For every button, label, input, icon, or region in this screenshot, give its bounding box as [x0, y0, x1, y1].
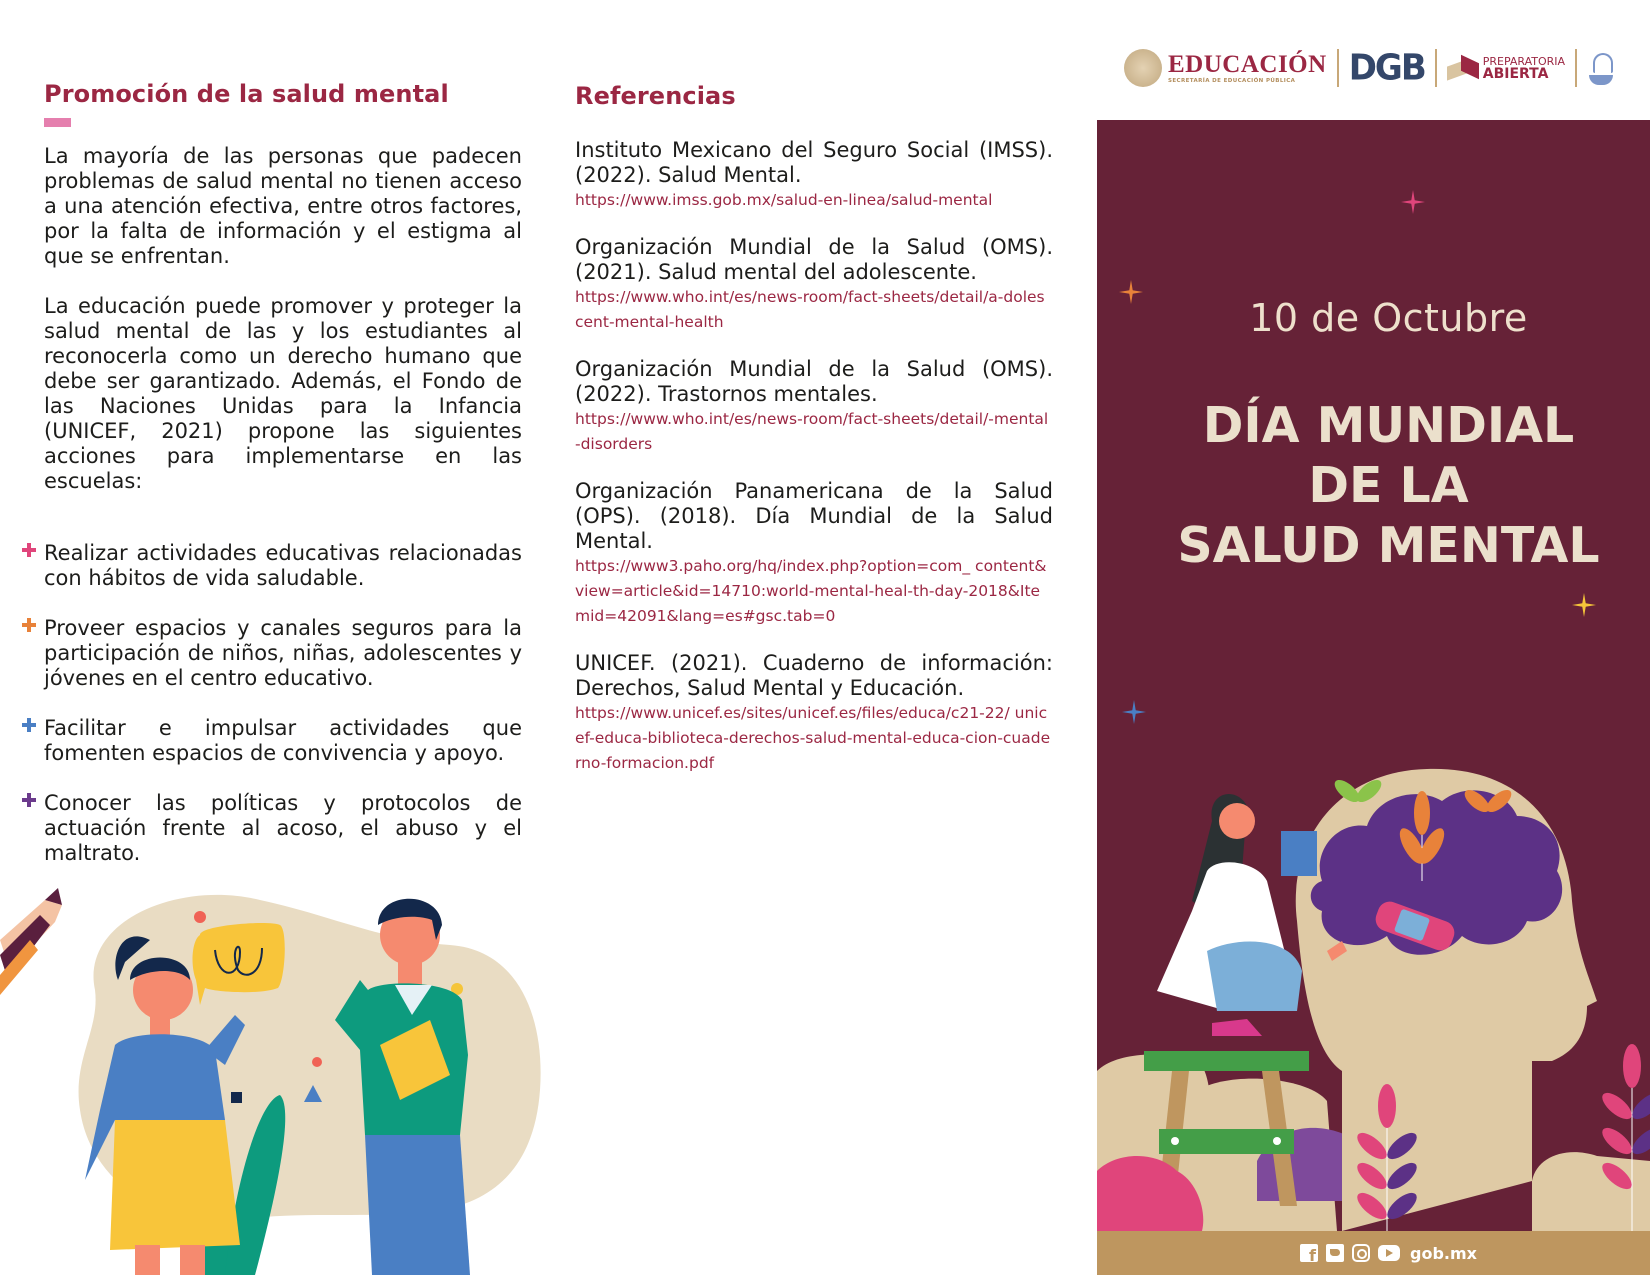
reference-citation: UNICEF. (2021). Cuaderno de información: Derechos, Salud Mental y Educación. [575, 651, 1053, 700]
logo-divider [1435, 49, 1437, 87]
reference-item [575, 651, 1053, 776]
open-book-icon [1447, 55, 1481, 81]
promotion-paragraph-2: La educación puede promover y proteger la salud mental de las y los estudiantes al reconocerla como un derecho humano que debe ser garantizado. Además, el Fondo de las Naciones Unidas para la Infancia (UNICEF, 2021) propone las siguientes acciones para implementarse en las escuelas: [44, 294, 522, 493]
cover-panel [1097, 120, 1650, 1231]
event-date: 10 de Octubre [1249, 296, 1528, 340]
prepa-logo-bottom: ABIERTA [1482, 66, 1549, 82]
reference-citation: Organización Mundial de la Salud (OMS). (2022). Trastornos mentales. [575, 357, 1053, 406]
national-seal-icon [1124, 49, 1162, 87]
reference-item [575, 357, 1053, 457]
sparkle-icon [1401, 190, 1425, 214]
reference-item [575, 235, 1053, 335]
logo-divider [1337, 49, 1339, 87]
action-text: Proveer espacios y canales seguros para la participación de niños, niñas, adolescentes y jóvenes en el centro educativo. [44, 616, 522, 690]
cover-title [1097, 396, 1650, 576]
promotion-section [44, 80, 522, 494]
reference-item [575, 138, 1053, 213]
instagram-icon[interactable] [1352, 1244, 1370, 1262]
action-item [22, 716, 522, 766]
reference-citation: Organización Mundial de la Salud (OMS). (2021). Salud mental del adolescente. [575, 235, 1053, 284]
reference-link[interactable]: https://www.who.int/es/news-room/fact-sheets/detail/a-dolescent-mental-health [575, 288, 1045, 331]
youtube-icon[interactable] [1378, 1245, 1400, 1261]
promotion-paragraph-1: La mayoría de las personas que padecen problemas de salud mental no tienen acceso a una atención efectiva, entre otros factores, por la falta de información y el estigma al que se enfrentan. [44, 144, 522, 268]
cover-title-line: SALUD MENTAL [1177, 517, 1600, 574]
students-illustration [0, 880, 550, 1275]
sep-logo [1168, 52, 1327, 84]
actions-list [22, 541, 522, 891]
cover-title-line: DE LA [1308, 457, 1469, 514]
twitter-icon[interactable] [1326, 1244, 1344, 1262]
action-item [22, 791, 522, 866]
plus-icon [22, 718, 36, 732]
reference-link[interactable]: https://www.who.int/es/news-room/fact-sheets/detail/-mental-disorders [575, 410, 1049, 453]
pencil-icon [0, 888, 62, 995]
cover-title-line: DÍA MUNDIAL [1202, 397, 1575, 454]
action-item [22, 616, 522, 691]
references-title: Referencias [575, 82, 736, 110]
reference-link[interactable]: https://www.unicef.es/sites/unicef.es/files/educa/c21-22/ unicef-educa-biblioteca-derechos-salud-mental-educa-cion-cuaderno-formacion.pdf [575, 704, 1051, 772]
prepa-abierta-logo [1447, 55, 1565, 81]
plus-icon [22, 618, 36, 632]
promotion-title: Promoción de la salud mental [44, 80, 449, 108]
reference-citation: Organización Panamericana de la Salud (OPS). (2018). Día Mundial de la Salud Mental. [575, 479, 1053, 553]
reference-link[interactable]: https://www.imss.gob.mx/salud-en-linea/salud-mental [575, 191, 993, 209]
action-item [22, 541, 522, 591]
sep-logo-subtitle: SECRETARÍA DE EDUCACIÓN PÚBLICA [1168, 78, 1296, 84]
prepa-logo-top: PREPARATORIA [1482, 55, 1566, 68]
plus-icon [22, 793, 36, 807]
title-accent-bar [44, 118, 71, 127]
references-section [575, 82, 1053, 776]
reference-link[interactable]: https://www3.paho.org/hq/index.php?option=com_ content&view=article&id=14710:world-mental-heal-th-day-2018&Itemid=42091&lang=es#gsc.tab=0 [575, 557, 1047, 625]
reference-item [575, 479, 1053, 629]
logo-divider [1575, 49, 1577, 87]
reference-citation: Instituto Mexicano del Seguro Social (IMSS). (2022). Salud Mental. [575, 138, 1053, 187]
gob-mx-link[interactable]: gob.mx [1410, 1243, 1477, 1263]
institution-logos [1124, 44, 1615, 92]
references-list [575, 138, 1053, 776]
dgb-logo: DGB [1348, 47, 1425, 89]
footer-bar [1097, 1231, 1650, 1275]
mental-health-illustration [1097, 761, 1650, 1231]
action-text: Conocer las políticas y protocolos de actuación frente al acoso, el abuso y el maltrato. [44, 791, 522, 865]
facebook-icon[interactable] [1300, 1244, 1318, 1262]
sep-logo-title: EDUCACIÓN [1168, 51, 1327, 78]
action-text: Facilitar e impulsar actividades que fomenten espacios de convivencia y apoyo. [44, 716, 522, 765]
action-text: Realizar actividades educativas relacionadas con hábitos de vida saludable. [44, 541, 522, 590]
tree-emblem-icon [1587, 51, 1615, 85]
sparkle-icon [1572, 593, 1596, 617]
sparkle-icon [1122, 700, 1146, 724]
plus-icon [22, 543, 36, 557]
